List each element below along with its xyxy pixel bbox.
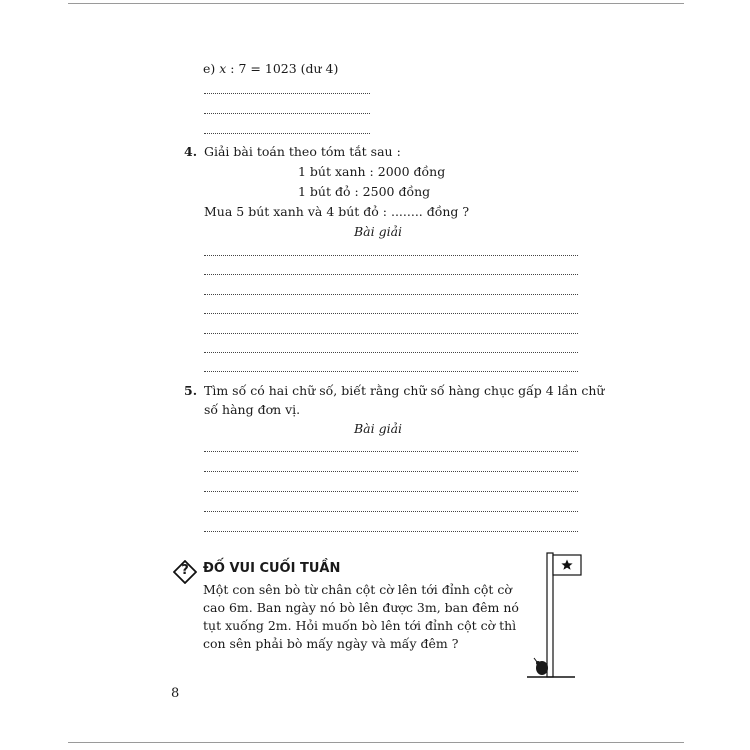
answer-line[interactable]: [204, 371, 578, 372]
exercise-4-number: 4.: [184, 144, 198, 159]
page-number: 8: [171, 686, 180, 701]
item-e-letter: e): [203, 61, 216, 76]
answer-line[interactable]: [204, 113, 370, 114]
item-e-variable: x: [219, 61, 227, 76]
item-e: [203, 61, 338, 76]
summary-line-blue-pen: 1 bút xanh : 2000 đồng: [298, 164, 446, 179]
answer-line[interactable]: [204, 511, 578, 512]
summary-line-red-pen: 1 bút đỏ : 2500 đồng: [298, 184, 431, 199]
answer-line[interactable]: [204, 451, 578, 452]
answer-line[interactable]: [204, 352, 578, 353]
puzzle-line-1: Một con sên bò từ chân cột cờ lên tới đỉnh cột cờ: [203, 582, 512, 597]
flagpole-illustration: [525, 552, 585, 682]
answer-line[interactable]: [204, 471, 578, 472]
answer-line[interactable]: [204, 93, 370, 94]
top-rule: [68, 3, 684, 4]
answer-line[interactable]: [204, 294, 578, 295]
puzzle-line-3: tụt xuống 2m. Hỏi muốn bò lên tới đỉnh cột cờ thì: [203, 618, 517, 633]
puzzle-title: ĐỐ VUI CUỐI TUẦN: [203, 561, 341, 576]
item-e-equation: : 7 = 1023 (dư 4): [226, 61, 339, 76]
answer-line[interactable]: [204, 313, 578, 314]
exercise-5-line-1: Tìm số có hai chữ số, biết rằng chữ số hàng chục gấp 4 lần chữ: [204, 383, 605, 398]
answer-line[interactable]: [204, 133, 370, 134]
exercise-4-prompt: Giải bài toán theo tóm tắt sau :: [204, 144, 401, 159]
question-diamond-icon: [173, 560, 197, 584]
answer-line[interactable]: [204, 255, 578, 256]
solution-label: Bài giải: [354, 421, 403, 436]
exercise-5-line-2: số hàng đơn vị.: [204, 402, 301, 417]
bottom-rule: [68, 742, 684, 743]
solution-label: Bài giải: [354, 224, 403, 239]
answer-line[interactable]: [204, 491, 578, 492]
answer-line[interactable]: [204, 274, 578, 275]
puzzle-line-4: con sên phải bò mấy ngày và mấy đêm ?: [203, 636, 459, 651]
answer-line[interactable]: [204, 531, 578, 532]
exercise-5-number: 5.: [184, 383, 198, 398]
answer-line[interactable]: [204, 333, 578, 334]
exercise-4-question: Mua 5 bút xanh và 4 bút đỏ : ........ đồng ?: [204, 204, 470, 219]
puzzle-line-2: cao 6m. Ban ngày nó bò lên được 3m, ban đêm nó: [203, 600, 519, 615]
question-badge-text: ?: [181, 563, 189, 578]
